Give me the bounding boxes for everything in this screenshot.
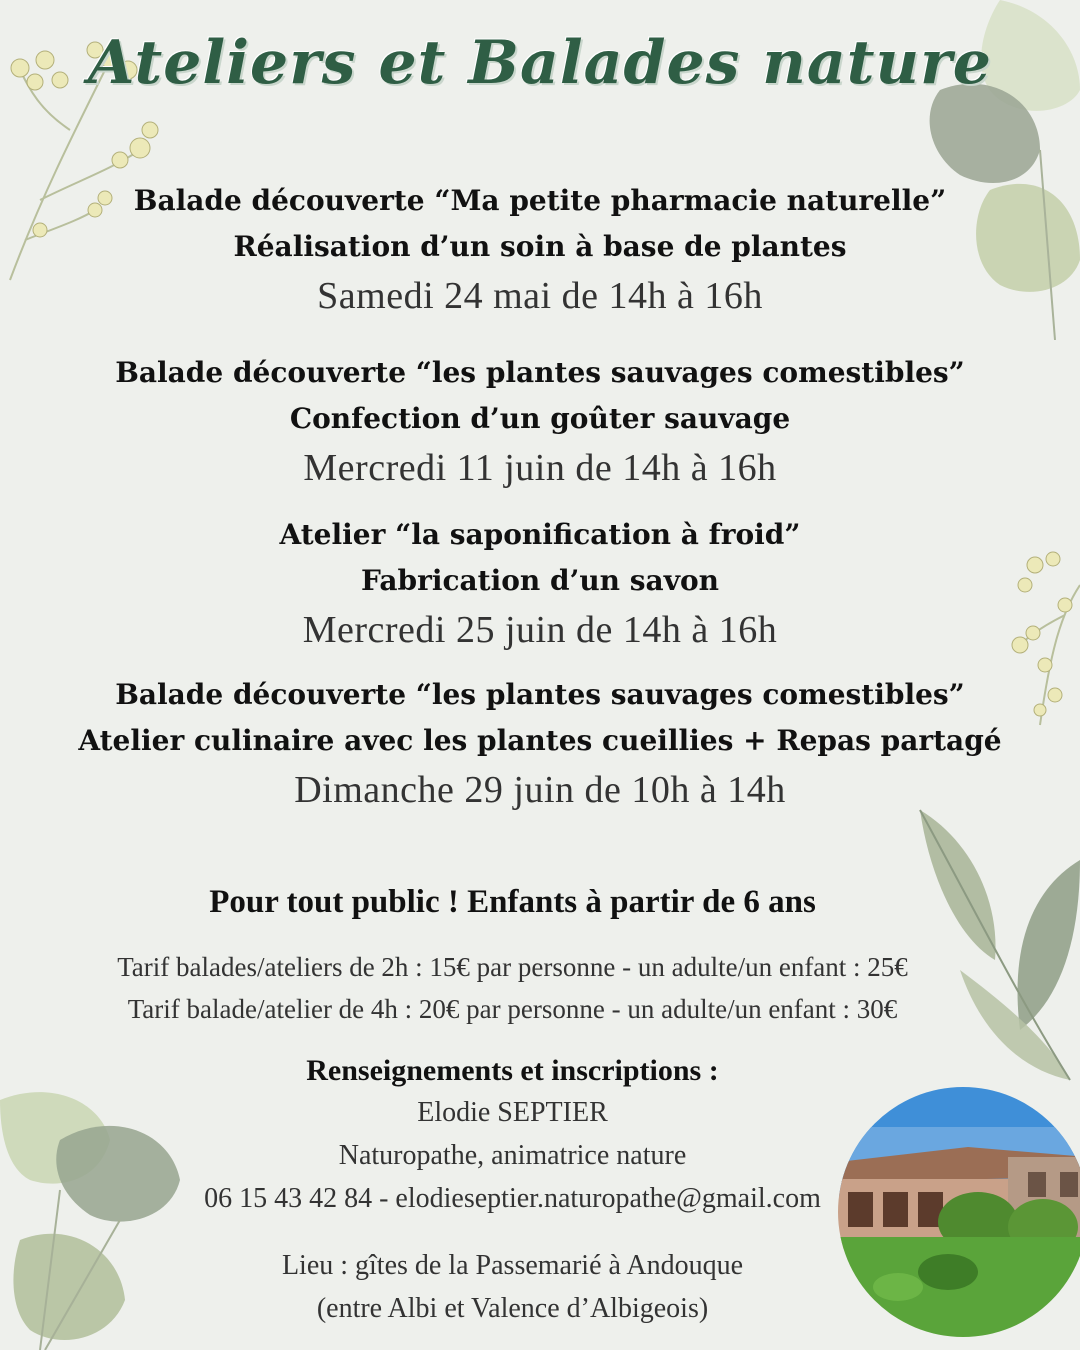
event-date: Samedi 24 mai de 14h à 16h <box>317 275 763 317</box>
contact-name: Elodie SEPTIER <box>417 1097 608 1128</box>
event-date: Mercredi 11 juin de 14h à 16h <box>303 447 777 489</box>
gite-photo <box>838 1087 1080 1337</box>
event-title: Balade découverte “les plantes sauvages comestibles” <box>115 678 965 711</box>
pricing-line-2: Tarif balade/atelier de 4h : 20€ par personne - un adulte/un enfant : 30€ <box>127 994 898 1024</box>
contact-heading: Renseignements et inscriptions : <box>306 1054 719 1087</box>
event-3 <box>0 512 1080 656</box>
event-subtitle: Fabrication d’un savon <box>361 564 719 597</box>
location-line-1: Lieu : gîtes de la Passemarié à Andouque <box>281 1250 744 1281</box>
event-subtitle: Réalisation d’un soin à base de plantes <box>233 230 847 263</box>
event-1 <box>0 178 1080 322</box>
audience-heading: Pour tout public ! Enfants à partir de 6 ans <box>209 884 816 920</box>
event-title: Balade découverte “les plantes sauvages comestibles” <box>115 356 965 389</box>
contact-phone-email: 06 15 43 42 84 - elodieseptier.naturopathe@gmail.com <box>204 1183 821 1214</box>
event-subtitle: Confection d’un goûter sauvage <box>289 402 791 435</box>
page-title: Ateliers et Balades nature <box>88 28 992 98</box>
event-title: Atelier “la saponification à froid” <box>279 518 801 551</box>
event-date: Mercredi 25 juin de 14h à 16h <box>302 609 778 651</box>
location-line-2: (entre Albi et Valence d’Albigeois) <box>316 1293 709 1324</box>
event-subtitle: Atelier culinaire avec les plantes cueillies + Repas partagé <box>78 724 1002 757</box>
event-4 <box>0 672 1080 816</box>
pricing-line-1: Tarif balades/ateliers de 2h : 15€ par personne - un adulte/un enfant : 25€ <box>117 952 908 982</box>
event-2 <box>0 350 1080 494</box>
event-date: Dimanche 29 juin de 10h à 14h <box>294 769 786 811</box>
contact-role: Naturopathe, animatrice nature <box>338 1140 687 1171</box>
eucalyptus-leaves-right-illustration <box>900 800 1080 1090</box>
event-title: Balade découverte “Ma petite pharmacie naturelle” <box>133 184 947 217</box>
